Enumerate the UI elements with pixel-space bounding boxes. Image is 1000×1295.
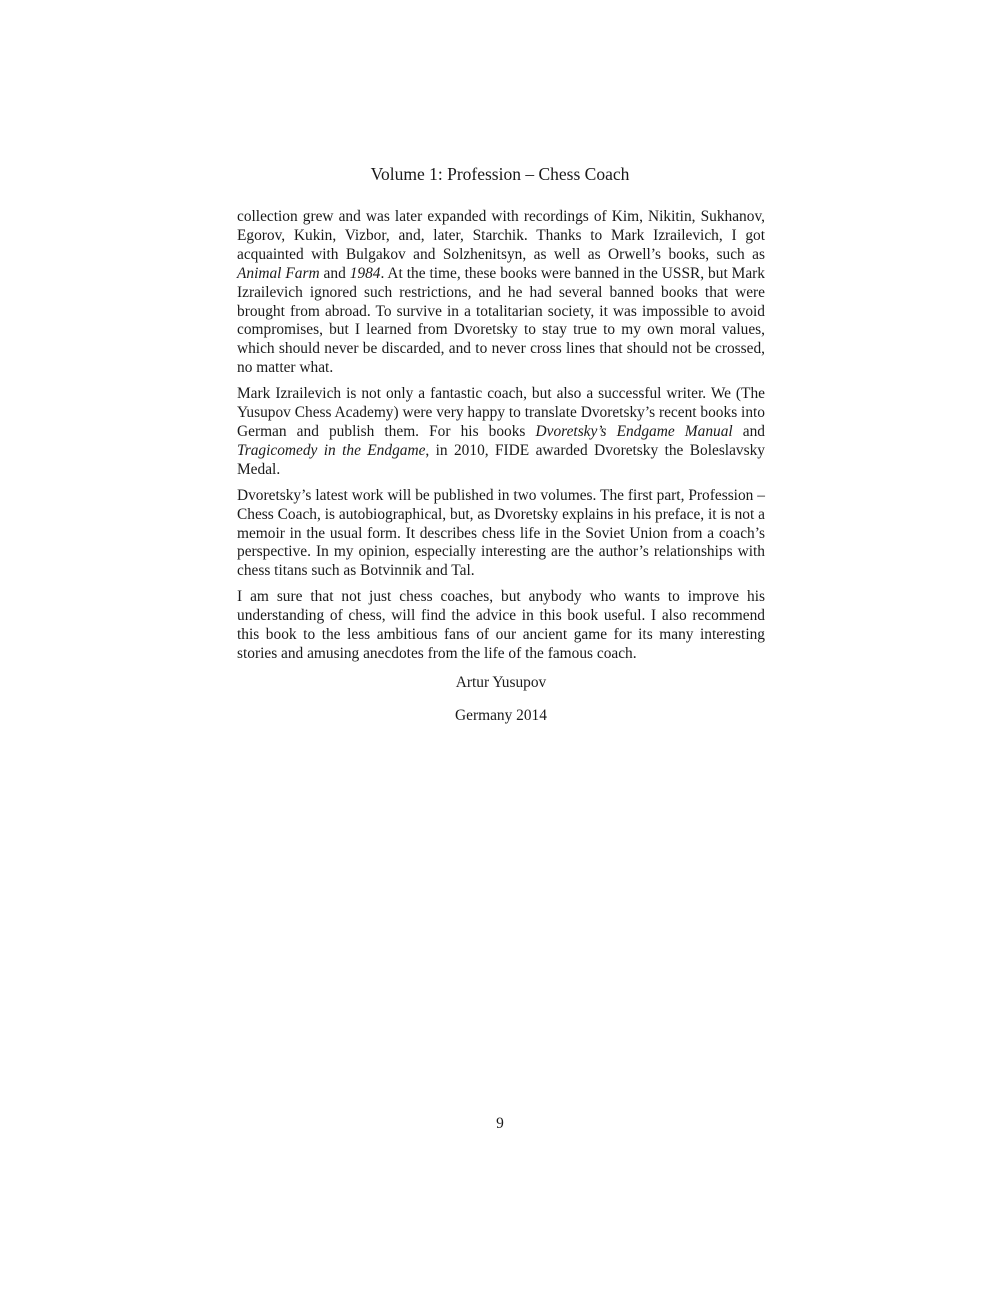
paragraph-2-text-c: , in 2010, FIDE awarded Dvoretsky the Boleslavsky Medal. <box>237 441 765 478</box>
paragraph-2 <box>237 385 765 480</box>
paragraph-3: Dvoretsky’s latest work will be published in two volumes. The first part, Profession – Chess Coach, is autobiographical, but, as Dvoretsky explains in his preface, it is not a memoir in the usual form. It describes chess life in the Soviet Union from a coach’s perspective. In my opinion, especially interesting are the author’s relationships with chess titans such as Botvinnik and Tal. <box>237 486 765 580</box>
paragraph-2-text-a: Mark Izrailevich is not only a fantastic coach, but also a successful writer. We (The Yusupov Chess Academy) were very happy to translate Dvoretsky’s recent books into German and publish them. For his books <box>237 385 765 440</box>
paragraph-2-text-b: and <box>732 422 766 440</box>
paragraph-1-text-a: collection grew and was later expanded with recordings of Kim, Nikitin, Sukhanov, Egorov, Kukin, Vizbor, and, later, Starchik. Thanks to Mark Izrailevich, I got acquainted with Bulgakov and Solzhenitsyn, as well as Orwell’s books, such as <box>237 208 765 263</box>
page-number: 9 <box>496 1115 504 1132</box>
signature-author: Artur Yusupov <box>455 673 547 691</box>
paragraph-1-text-b: and <box>319 264 350 282</box>
signature-place-date: Germany 2014 <box>455 706 547 724</box>
book-title-tragicomedy: Tragicomedy in the Endgame <box>237 441 426 459</box>
paragraph-4: I am sure that not just chess coaches, but anybody who wants to improve his understanding of chess, will find the advice in this book useful. I also recommend this book to the less ambitious fans of our ancient game for its many interesting stories and amusing anecdotes from the life of the famous coach. <box>237 588 765 662</box>
book-title-endgame-manual: Dvoretsky’s Endgame Manual <box>535 422 733 440</box>
paragraph-1 <box>237 208 765 378</box>
paragraph-1-text-c: . At the time, these books were banned in the USSR, but Mark Izrailevich ignored such restrictions, and he had several banned books that were brought from abroad. To survive in a totalitarian society, it was impossible to avoid compromises, but I learned from Dvoretsky to stay true to my own moral values, which should never be discarded, and to never cross lines that should not be crossed, no matter what. <box>237 264 766 377</box>
book-title-animal-farm: Animal Farm <box>237 264 320 282</box>
running-header: Volume 1: Profession – Chess Coach <box>370 164 630 184</box>
text-block <box>237 208 765 726</box>
book-title-1984: 1984 <box>349 264 381 282</box>
